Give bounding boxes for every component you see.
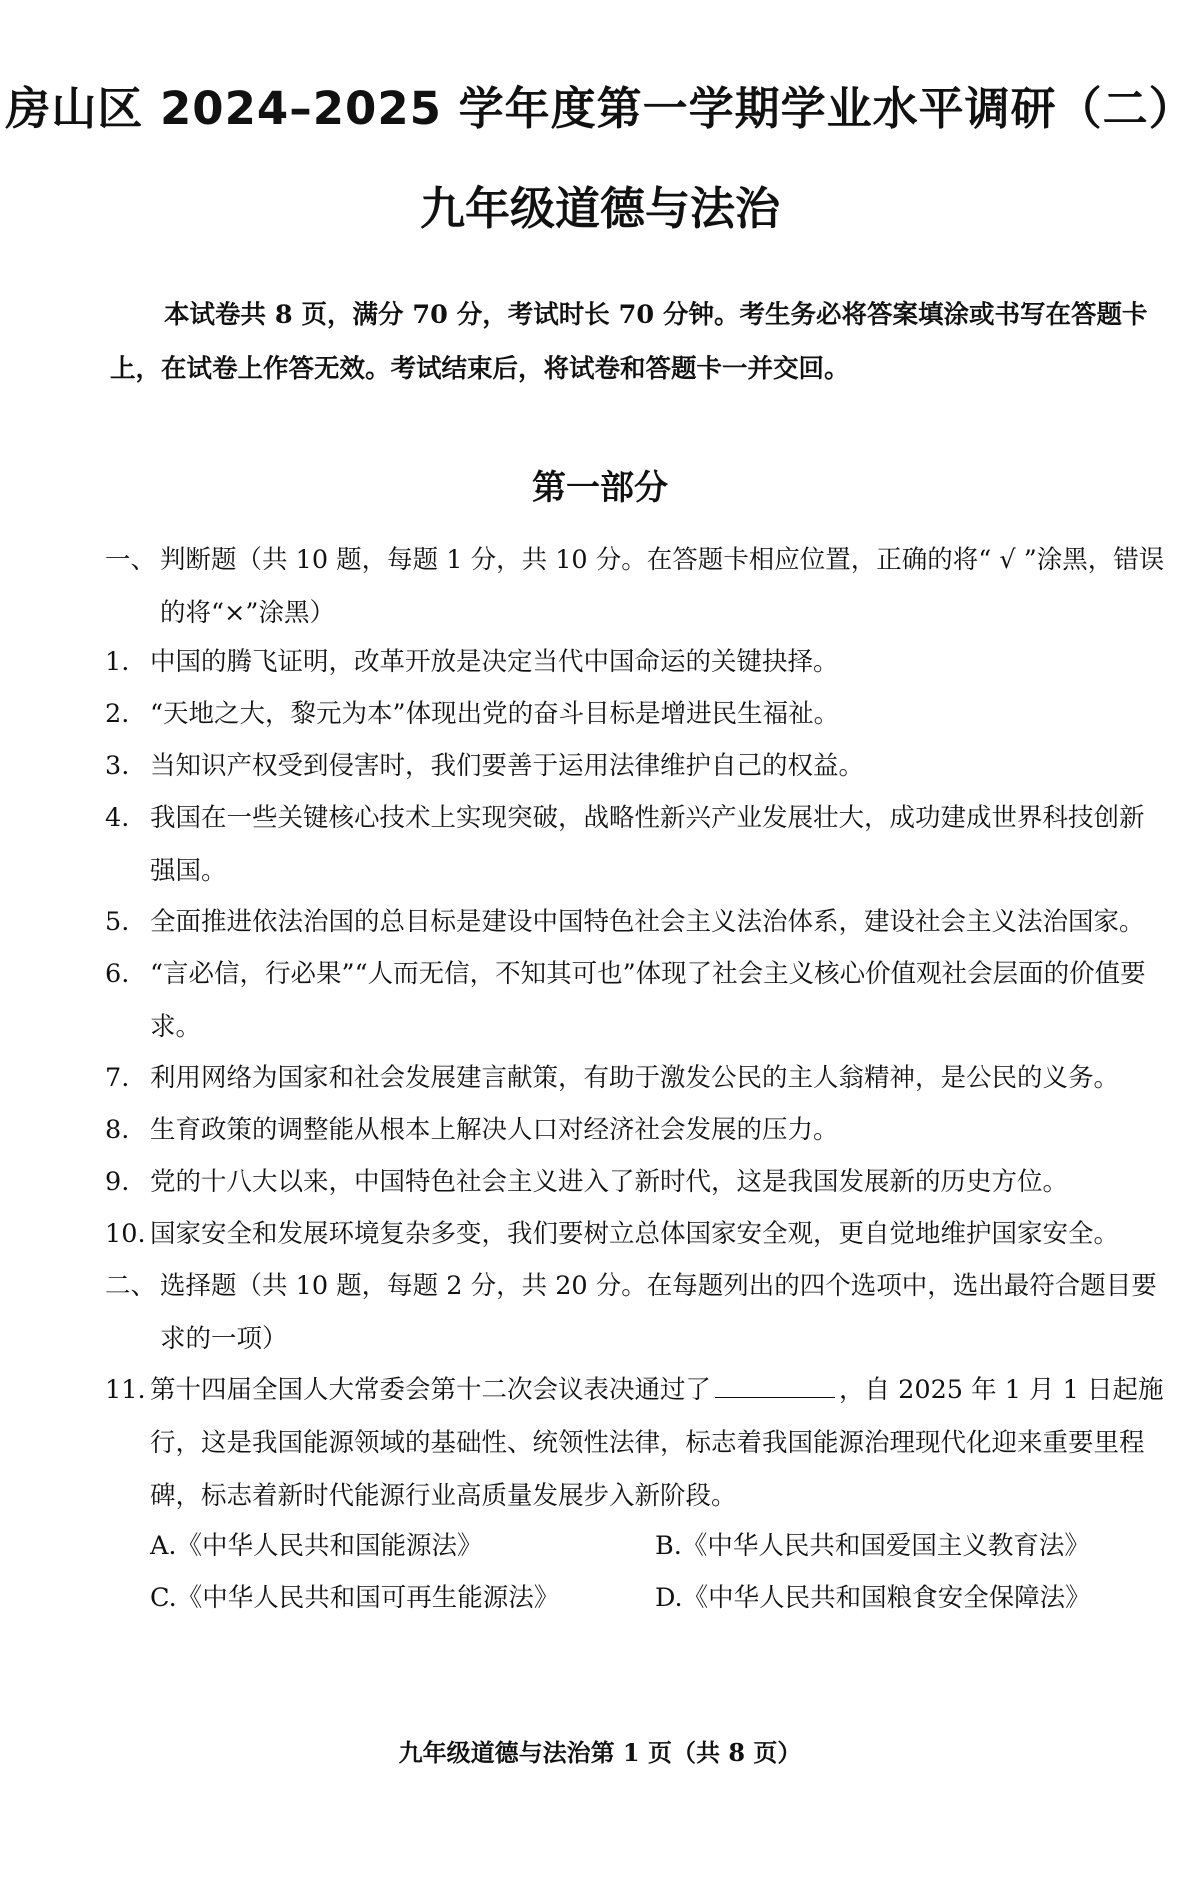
question-number: 4.: [105, 803, 130, 833]
question-number: 6.: [105, 959, 130, 989]
question-text: 利用网络为国家和社会发展建言献策，有助于激发公民的主人翁精神，是公民的义务。: [150, 1063, 1120, 1093]
question-text: “天地之大，黎元为本”体现出党的奋斗目标是增进民生福祉。: [150, 699, 840, 729]
question-text: 中国的腾飞证明，改革开放是决定当代中国命运的关键抉择。: [150, 647, 839, 677]
question-text: [105, 1364, 1165, 1523]
choice-question: [105, 1364, 1165, 1523]
section-number: 一、: [105, 545, 157, 575]
option-a: A.《中华人民共和国能源法》: [150, 1531, 483, 1561]
exam-title: 房山区 2024–2025 学年度第一学期学业水平调研（二）: [5, 82, 1195, 135]
exam-instructions: 本试卷共 8 页，满分 70 分，考试时长 70 分钟。考生务必将答案填涂或书写在答题卡上，在试卷上作答无效。考试结束后，将试卷和答题卡一并交回。: [110, 300, 1148, 384]
question-number: 11.: [105, 1375, 146, 1405]
question-text: 当知识产权受到侵害时，我们要善于运用法律维护自己的权益。: [150, 751, 865, 781]
judgment-item: [105, 688, 1165, 741]
page-footer: 九年级道德与法治第 1 页（共 8 页）: [398, 1738, 802, 1767]
question-number: 2.: [105, 699, 130, 729]
question-text: 国家安全和发展环境复杂多变，我们要树立总体国家安全观，更自觉地维护国家安全。: [150, 1219, 1120, 1249]
question-text-before: 第十四届全国人大常委会第十二次会议表决通过了: [150, 1375, 712, 1405]
judgment-item: [105, 792, 1165, 898]
question-number: 10.: [105, 1219, 146, 1249]
question-text-after: ，自 2025 年 1 月 1 日起施行，这是我国能源领域的基础性、统领性法律，标志着我国能源治理现代化迎来重要里程碑，标志着新时代能源行业高质量发展步入新阶段。: [150, 1375, 1164, 1511]
section-number: 二、: [105, 1271, 157, 1301]
question-number: 9.: [105, 1167, 130, 1197]
answer-blank: [715, 1373, 835, 1398]
question-text: 党的十八大以来，中国特色社会主义进入了新时代，这是我国发展新的历史方位。: [150, 1167, 1069, 1197]
question-number: 7.: [105, 1063, 130, 1093]
judgment-item: [105, 1052, 1165, 1105]
section-instructions: 判断题（共 10 题，每题 1 分，共 10 分。在答题卡相应位置，正确的将“ √ ”涂黑，错误的将“×”涂黑）: [160, 545, 1165, 628]
option-d: D.《中华人民共和国粮食安全保障法》: [655, 1583, 1091, 1613]
question-number: 5.: [105, 907, 130, 937]
question-number: 8.: [105, 1115, 130, 1145]
question-number: 3.: [105, 751, 130, 781]
exam-subject: 九年级道德与法治: [419, 182, 780, 235]
judgment-item: [105, 1156, 1165, 1209]
judgment-item: [105, 740, 1165, 793]
question-text: 生育政策的调整能从根本上解决人口对经济社会发展的压力。: [150, 1115, 839, 1145]
judgment-item: [105, 1208, 1165, 1261]
option-c: C.《中华人民共和国可再生能源法》: [150, 1583, 560, 1613]
part-title: 第一部分: [532, 468, 668, 508]
section-instructions: 选择题（共 10 题，每题 2 分，共 20 分。在每题列出的四个选项中，选出最符合题目要求的一项）: [160, 1271, 1157, 1354]
section-heading-judgment: [105, 534, 1165, 640]
judgment-item: [105, 636, 1165, 689]
question-text: “言必信，行必果”“人而无信，不知其可也”体现了社会主义核心价值观社会层面的价值要求。: [150, 959, 1146, 1042]
question-text: 我国在一些关键核心技术上实现突破，战略性新兴产业发展壮大，成功建成世界科技创新强国。: [150, 803, 1145, 886]
option-b: B.《中华人民共和国爱国主义教育法》: [655, 1531, 1090, 1561]
judgment-item: [105, 1104, 1165, 1157]
question-number: 1.: [105, 647, 130, 677]
section-heading-choice: [105, 1260, 1165, 1366]
judgment-item: [105, 948, 1165, 1054]
question-text: 全面推进依法治国的总目标是建设中国特色社会主义法治体系，建设社会主义法治国家。: [150, 907, 1145, 937]
judgment-item: [105, 896, 1165, 949]
